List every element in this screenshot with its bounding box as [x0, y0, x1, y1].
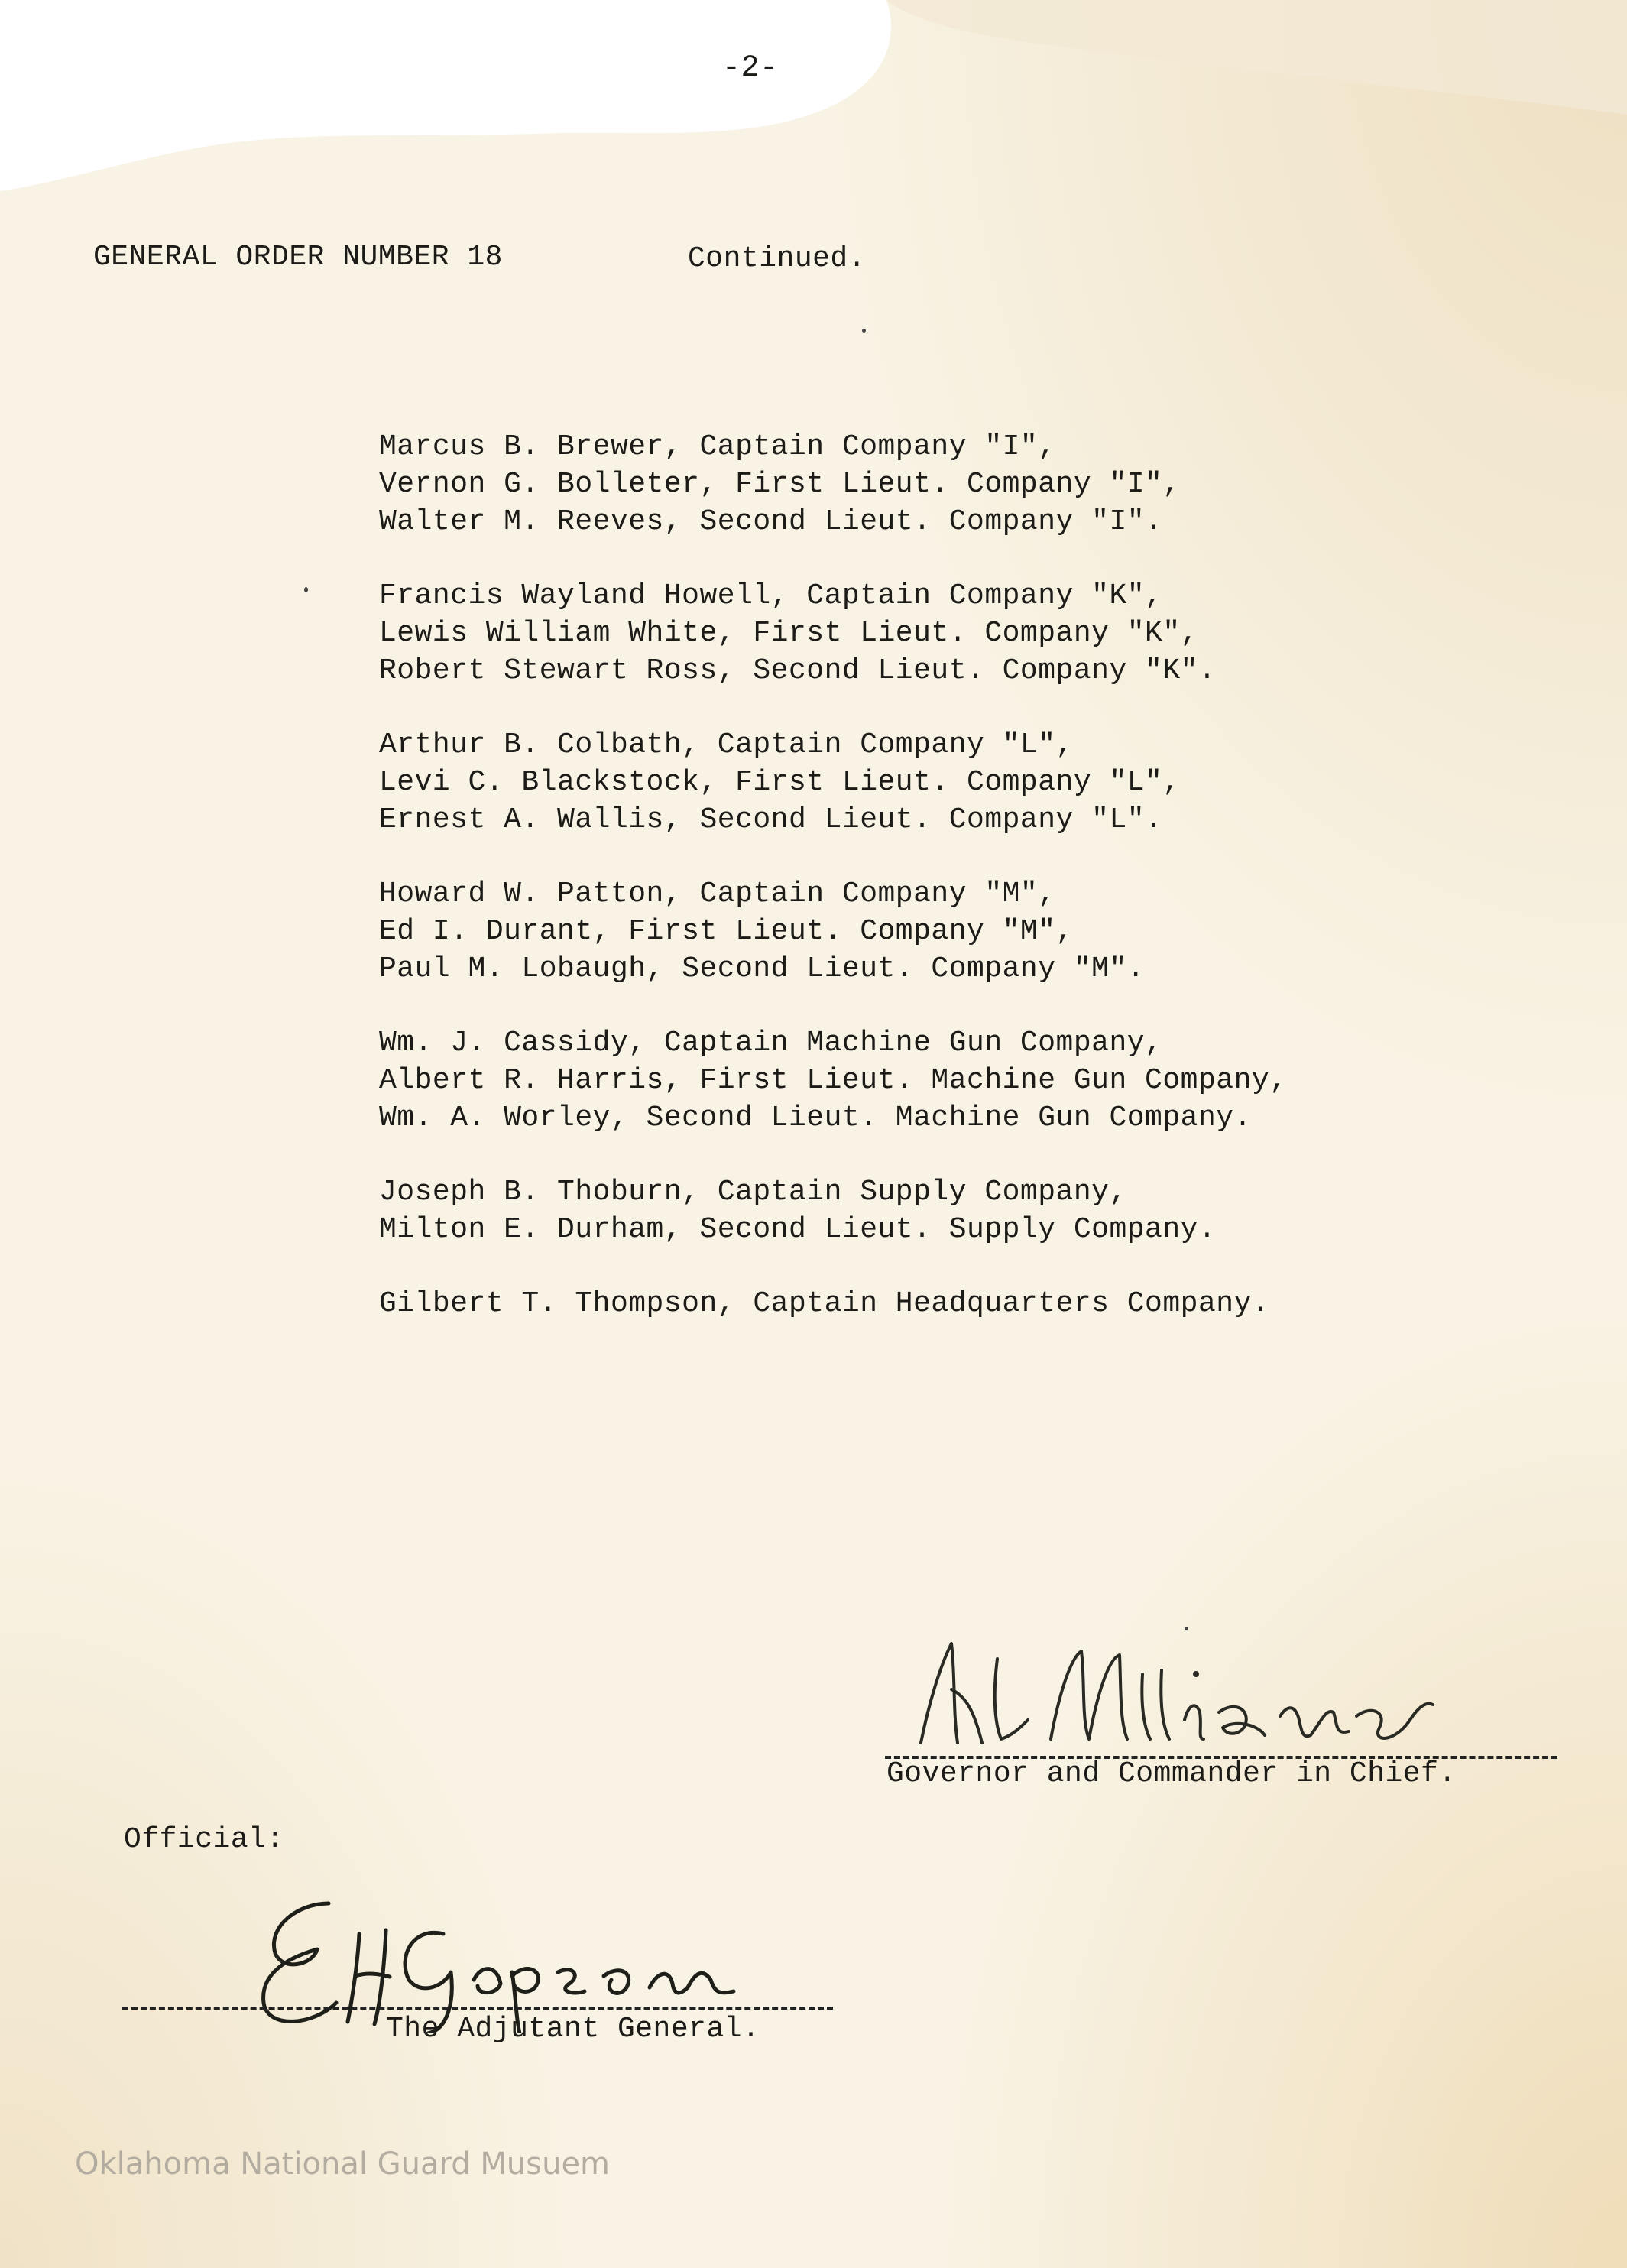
officer-line: Albert R. Harris, First Lieut. Machine Gun Company, [379, 1064, 1288, 1097]
ink-speck [862, 329, 866, 333]
officer-line: Paul M. Lobaugh, Second Lieut. Company "M". [379, 952, 1146, 985]
officer-line: Walter M. Reeves, Second Lieut. Company "I". [379, 505, 1163, 538]
officer-line: Ernest A. Wallis, Second Lieut. Company "L". [379, 803, 1163, 836]
officer-line: Ed I. Durant, First Lieut. Company "M", [379, 915, 1074, 948]
torn-paper-overlay [0, 0, 1627, 206]
adjutant-signature-rule [122, 2007, 833, 2010]
officer-group-company-i [379, 428, 1288, 540]
officer-line: Joseph B. Thoburn, Captain Supply Company, [379, 1176, 1127, 1209]
officer-group-company-k [379, 577, 1288, 689]
officer-line: Milton E. Durham, Second Lieut. Supply Company. [379, 1213, 1217, 1246]
officer-line: Robert Stewart Ross, Second Lieut. Company "K". [379, 654, 1217, 687]
page-number: -2- [722, 51, 779, 86]
officer-line: Arthur B. Colbath, Captain Company "L", [379, 728, 1074, 761]
officer-line: Vernon G. Bolleter, First Lieut. Company "I", [379, 468, 1181, 501]
official-label: Official: [124, 1823, 284, 1856]
officer-line: Levi C. Blackstock, First Lieut. Company "L", [379, 766, 1181, 799]
officer-group-company-l [379, 726, 1288, 839]
officer-group-supply [379, 1173, 1288, 1248]
continued-label: Continued. [688, 242, 867, 275]
officer-group-headquarters [379, 1285, 1288, 1322]
officer-line: Howard W. Patton, Captain Company "M", [379, 878, 1056, 910]
officer-list [379, 428, 1288, 1359]
officer-line: Marcus B. Brewer, Captain Company "I", [379, 430, 1056, 463]
officer-line: Wm. A. Worley, Second Lieut. Machine Gun Company. [379, 1102, 1252, 1134]
officer-line: Gilbert T. Thompson, Captain Headquarters Company. [379, 1287, 1270, 1320]
ink-speck [1185, 1627, 1188, 1630]
adjutant-title: The Adjutant General. [386, 2013, 760, 2046]
watermark: Oklahoma National Guard Musuem [75, 2146, 611, 2182]
adjutant-signature [245, 1888, 841, 2033]
officer-line: Lewis William White, First Lieut. Company "K", [379, 617, 1198, 650]
ink-speck [304, 587, 308, 592]
officer-line: Wm. J. Cassidy, Captain Machine Gun Company, [379, 1027, 1163, 1059]
officer-line: Francis Wayland Howell, Captain Company "K", [379, 579, 1163, 612]
order-title: GENERAL ORDER NUMBER 18 [93, 241, 503, 274]
officer-group-company-m [379, 875, 1288, 988]
officer-group-machine-gun [379, 1024, 1288, 1137]
governor-title: Governor and Commander in Chief. [886, 1757, 1457, 1790]
governor-signature [898, 1628, 1463, 1758]
